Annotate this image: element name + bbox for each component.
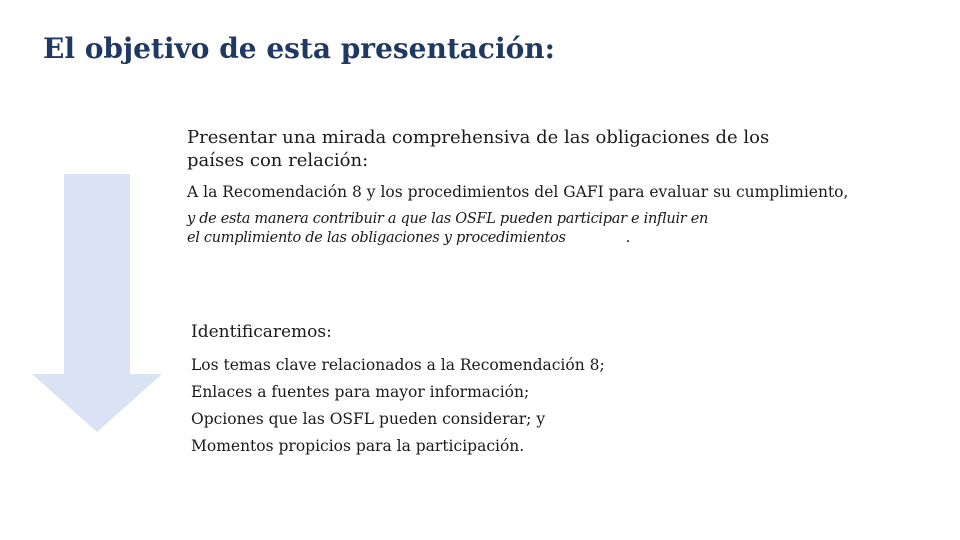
participation-text-body: y de esta manera contribuir a que las OSFL pueden participar e influir en el cumplimiento de las obligaciones y procedimientos	[187, 211, 709, 246]
participation-text	[187, 210, 717, 248]
participation-text-period: .	[625, 230, 630, 246]
list-item: Momentos propicios para la participación.	[191, 437, 525, 455]
list-item: Los temas clave relacionados a la Recomendación 8;	[191, 356, 605, 374]
list-item: Enlaces a fuentes para mayor información;	[191, 383, 530, 401]
down-arrow-icon	[32, 174, 162, 432]
topics-list	[191, 352, 605, 460]
slide-title: El objetivo de esta presentación:	[43, 32, 555, 65]
recommendation-line: A la Recomendación 8 y los procedimientos del GAFI para evaluar su cumplimiento,	[187, 183, 849, 201]
intro-text: Presentar una mirada comprehensiva de las obligaciones de los países con relación:	[187, 127, 770, 171]
identify-heading: Identificaremos:	[191, 322, 332, 342]
list-item: Opciones que las OSFL pueden considerar; y	[191, 410, 546, 428]
